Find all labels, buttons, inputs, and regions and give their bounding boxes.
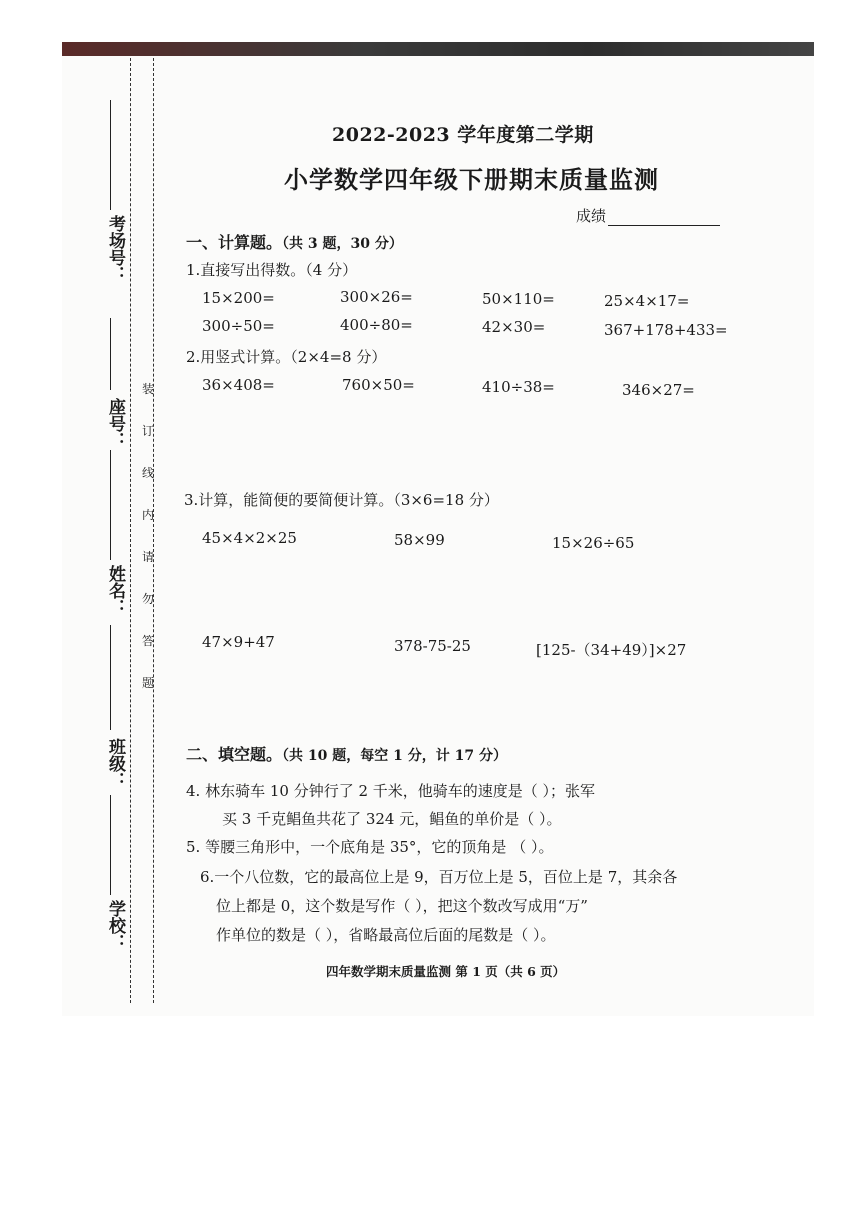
score-field [576, 205, 720, 226]
seat-line [110, 450, 111, 560]
school-label: 学校： [105, 900, 125, 951]
q4-line1: 4. 林东骑车 10 分钟行了 2 千米，他骑车的速度是（ ）；张军 [186, 782, 596, 800]
name-line [110, 625, 111, 730]
q1-item: 25×4×17= [604, 292, 690, 310]
q2-label: 2.用竖式计算。（2×4=8 分） [186, 348, 387, 366]
binding-char: 订 [141, 424, 154, 438]
name-label: 姓名： [105, 565, 125, 616]
q2-item: 36×408= [202, 376, 275, 394]
year-term-line: 2022-2023 学年度第二学期 [332, 124, 594, 146]
exam-room-line-2 [110, 318, 111, 390]
q5-line: 5. 等腰三角形中，一个底角是 35°，它的顶角是 （ ）。 [186, 838, 554, 856]
q3-item: 45×4×2×25 [202, 529, 297, 547]
q3-item: 378-75-25 [394, 637, 471, 655]
q6-line1: 6.一个八位数，它的最高位上是 9，百万位上是 5，百位上是 7，其余各 [200, 868, 678, 886]
q2-item: 410÷38= [482, 378, 555, 396]
q4-line2: 买 3 千克鲳鱼共花了 324 元，鲳鱼的单价是（ ）。 [222, 810, 562, 828]
page-footer: 四年数学期末质量监测 第 1 页（共 6 页） [326, 964, 566, 979]
binding-char: 答 [141, 634, 154, 648]
score-blank [608, 211, 720, 226]
q1-item: 42×30= [482, 318, 546, 336]
binding-char: 装 [141, 382, 154, 396]
scan-top-edge [62, 42, 814, 56]
q3-item: 58×99 [394, 531, 445, 549]
q3-item: 47×9+47 [202, 633, 275, 651]
binding-dashed-line-right [153, 58, 154, 1003]
binding-char: 线 [141, 466, 154, 480]
q3-item: [125-（34+49）]×27 [536, 641, 687, 659]
q1-item: 300×26= [340, 288, 413, 306]
class-line [110, 795, 111, 895]
section1-note: （共 3 题，30 分） [282, 236, 403, 252]
binding-char: 请 [141, 550, 154, 564]
binding-char: 勿 [141, 592, 154, 606]
class-label: 班级： [105, 738, 125, 789]
binding-dashed-line-left [130, 58, 131, 1003]
score-label: 成绩 [576, 207, 607, 225]
q1-item: 367+178+433= [604, 321, 728, 339]
q1-item: 50×110= [482, 290, 555, 308]
exam-room-label: 考场号： [105, 215, 125, 283]
binding-char: 内 [141, 508, 154, 522]
q6-line3: 作单位的数是（ ），省略最高位后面的尾数是（ ）。 [216, 926, 556, 944]
section2-note: （共 10 题，每空 1 分，计 17 分） [282, 748, 507, 764]
q2-item: 760×50= [342, 376, 415, 394]
binding-char: 题 [141, 676, 154, 690]
section2-heading [186, 742, 507, 765]
q3-label: 3.计算，能简便的要简便计算。（3×6=18 分） [184, 491, 499, 509]
section2-title: 二、填空题。 [186, 745, 283, 764]
q1-item: 15×200= [202, 289, 275, 307]
exam-room-line [110, 100, 111, 210]
seat-label: 座号： [105, 398, 125, 449]
q3-item: 15×26÷65 [552, 534, 635, 552]
section1-title: 一、计算题。 [186, 233, 283, 252]
section1-heading [186, 230, 403, 253]
q1-item: 400÷80= [340, 316, 413, 334]
q2-item: 346×27= [622, 381, 695, 399]
exam-title: 小学数学四年级下册期末质量监测 [284, 165, 659, 194]
q1-item: 300÷50= [202, 317, 275, 335]
q1-label: 1.直接写出得数。（4 分） [186, 261, 358, 279]
q6-line2: 位上都是 0，这个数是写作（ ），把这个数改写成用“万” [216, 897, 588, 915]
